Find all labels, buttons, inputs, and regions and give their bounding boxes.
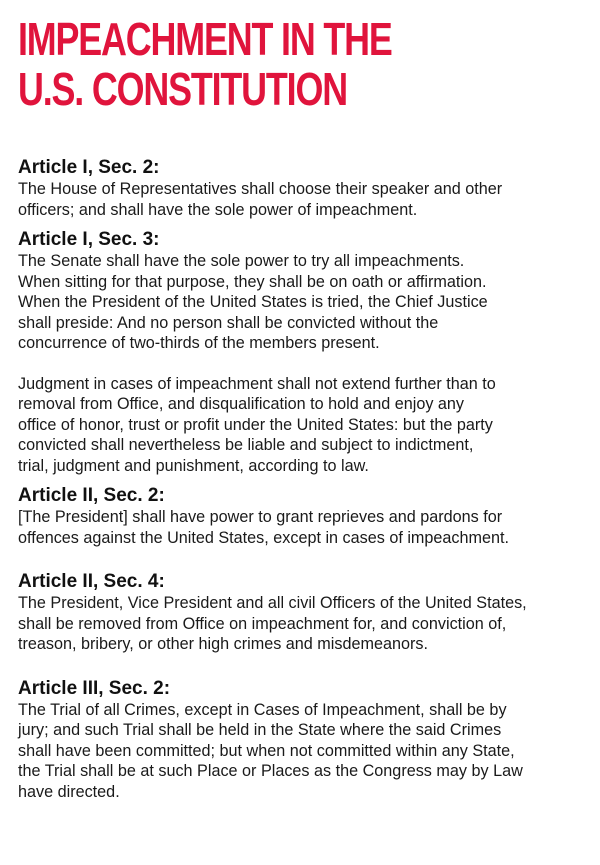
text-line: When the President of the United States is tried, the Chief Justice — [18, 293, 488, 311]
article-paragraph — [18, 179, 588, 220]
article-section — [18, 678, 588, 803]
article-paragraph — [18, 700, 588, 803]
text-line: shall be removed from Office on impeachment for, and conviction of, — [18, 614, 507, 633]
article-section — [18, 571, 588, 655]
title-line-2: U.S. CONSTITUTION — [18, 63, 347, 115]
article-section — [18, 157, 588, 220]
title-line-1: IMPEACHMENT IN THE — [18, 13, 392, 65]
articles-list — [18, 157, 588, 802]
article-section — [18, 229, 588, 476]
text-line: trial, judgment and punishment, according to law. — [18, 456, 369, 475]
text-line: [The President] shall have power to grant reprieves and pardons for — [18, 508, 503, 526]
text-line: The Senate shall have the sole power to try all impeachments. — [18, 252, 465, 270]
text-line: office of honor, trust or profit under the United States: but the party — [18, 415, 493, 434]
article-heading: Article II, Sec. 4: — [18, 571, 165, 592]
page-title — [18, 14, 463, 114]
text-line: offences against the United States, except in cases of impeachment. — [18, 528, 510, 547]
text-line: When sitting for that purpose, they shall be on oath or affirmation. — [18, 272, 487, 291]
text-line: shall preside: And no person shall be convicted without the — [18, 313, 439, 332]
text-line: the Trial shall be at such Place or Places as the Congress may by Law — [18, 762, 523, 780]
text-line: convicted shall nevertheless be liable and subject to indictment, — [18, 436, 474, 454]
text-line: removal from Office, and disqualification to hold and enjoy any — [18, 395, 465, 413]
text-line: concurrence of two-thirds of the members present. — [18, 334, 380, 352]
article-paragraph — [18, 507, 588, 548]
text-line: officers; and shall have the sole power of impeachment. — [18, 200, 418, 219]
text-line: The House of Representatives shall choose their speaker and other — [18, 180, 503, 198]
text-line: have directed. — [18, 782, 120, 801]
article-heading: Article I, Sec. 2: — [18, 157, 160, 178]
text-line: Judgment in cases of impeachment shall not extend further than to — [18, 374, 496, 393]
document-page — [18, 13, 588, 801]
text-line: jury; and such Trial shall be held in the State where the said Crimes — [18, 721, 502, 739]
article-paragraph — [18, 593, 588, 655]
text-line: treason, bribery, or other high crimes and misdemeanors. — [18, 635, 428, 653]
article-heading: Article I, Sec. 3: — [18, 229, 160, 250]
article-paragraph — [18, 374, 588, 477]
article-heading: Article III, Sec. 2: — [18, 677, 171, 699]
text-line: The President, Vice President and all civil Officers of the United States, — [18, 594, 527, 612]
article-section — [18, 485, 588, 548]
article-paragraph — [18, 251, 588, 354]
text-line: shall have been committed; but when not committed within any State, — [18, 741, 515, 760]
article-heading: Article II, Sec. 2: — [18, 485, 165, 506]
text-line: The Trial of all Crimes, except in Cases of Impeachment, shall be by — [18, 700, 507, 719]
